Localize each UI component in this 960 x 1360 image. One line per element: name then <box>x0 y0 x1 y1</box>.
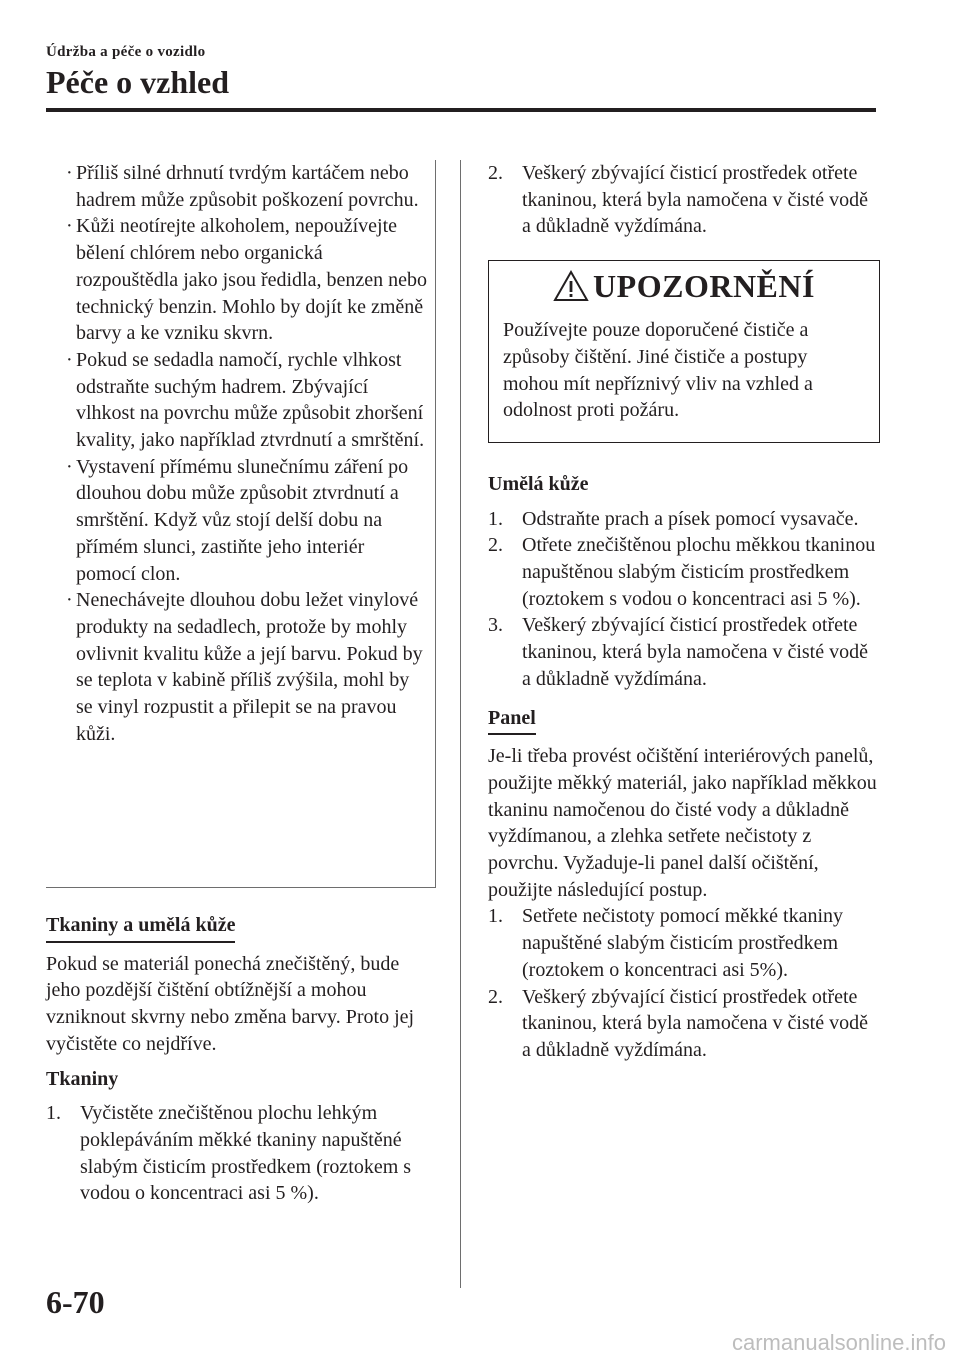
section-paragraph: Pokud se materiál ponechá znečištěný, bude jeho pozdější čištění obtížnější a mohou vzniknout skvrny nebo změna barvy. Proto jej vyčistěte co nejdříve. <box>46 952 415 1055</box>
step-item: 3. Veškerý zbývající čisticí prostředek otřete tkaninou, která byla namočena v čisté vodě a důkladně vyždímána. <box>488 614 868 690</box>
title-rule <box>46 108 876 112</box>
section-heading-panel: Panel <box>488 705 536 736</box>
bullet-item: · Pokud se sedadla namočí, rychle vlhkost odstraňte suchým hadrem. Zbývající vlhkost na povrchu může způsobit zhoršení kvality, jako například ztvrdnutí a smrštění. <box>66 348 425 452</box>
right-column <box>488 160 880 1064</box>
page-title: Péče o vzhled <box>46 64 230 100</box>
bullet-item: · Vystavení přímému slunečnímu záření po dlouhou dobu může způsobit ztvrdnutí a smrštění. Když vůz stojí delší dobu na přímém slunci, zastiňte jeho interiér pomocí clon. <box>66 455 409 585</box>
subheading-fabrics: Tkaniny <box>46 1067 119 1090</box>
watermark: carmanualsonline.info <box>731 1330 946 1355</box>
bullet-item: · Nenechávejte dlouhou dobu ležet vinylové produkty na sedadlech, protože by mohly ovlivnit kvalitu kůže a její barvu. Pokud by se teplota v kabině příliš zvýšila, mohl by se vinyl rozpustit a přilepit se na pravou kůži. <box>66 589 423 745</box>
section-heading-fabrics-leather: Tkaniny a umělá kůže <box>46 912 235 943</box>
page-number: 6-70 <box>46 1284 105 1320</box>
bullet-item: · Kůži neotírejte alkoholem, nepoužívejte bělení chlórem nebo organická rozpouštědla jako jsou ředidla, benzen nebo technický benzin. Mohlo by dojít ke změně barvy a ke vzniku skvrn. <box>66 215 427 345</box>
step-item: 1. Vyčistěte znečištěnou plochu lehkým poklepáváním měkké tkaniny napuštěné slabým čisticím prostředkem (roztokem s vodou o koncentraci asi 5 %). <box>46 1102 412 1205</box>
panel-paragraph: Je-li třeba provést očištění interiérových panelů, použijte měkký materiál, jako například měkkou tkaninu namočenou do čisté vody a důkladně vyždímanou, a zlehka setřete nečistoty z povrchu. Vyžaduje-li panel další očištění, použijte následující postup. <box>488 745 877 901</box>
bullet-item: · Příliš silné drhnutí tvrdým kartáčem nebo hadrem může způsobit poškození povrchu. <box>66 162 419 211</box>
subheading-artificial-leather: Umělá kůže <box>488 472 589 495</box>
step-item: 1. Setřete nečistoty pomocí měkké tkaniny napuštěné slabým čisticím prostředkem (roztokem o koncentraci asi 5%). <box>488 905 844 981</box>
bullet-box <box>46 160 436 888</box>
step-item: 1. Odstraňte prach a písek pomocí vysavače. <box>488 507 859 530</box>
caution-box <box>488 260 880 443</box>
section-label: Údržba a péče o vozidlo <box>46 44 206 60</box>
caution-heading: UPOZORNĚNÍ <box>489 261 879 311</box>
left-column <box>46 160 436 1207</box>
caution-text: Používejte pouze doporučené čističe a způsoby čištění. Jiné čističe a postupy mohou mít nepříznivý vliv na vzhled a odolnost proti požáru. <box>503 319 813 422</box>
step-item: 2. Veškerý zbývající čisticí prostředek otřete tkaninou, která byla namočena v čisté vodě a důkladně vyždímána. <box>488 985 868 1061</box>
step-item: 2. Otřete znečištěnou plochu měkkou tkaninou napuštěnou slabým čisticím prostředkem (roztokem s vodou o koncentraci asi 5 %). <box>488 534 876 610</box>
warning-triangle-icon <box>553 270 589 302</box>
step-item: 2. Veškerý zbývající čisticí prostředek otřete tkaninou, která byla namočena v čisté vodě a důkladně vyždímána. <box>488 162 868 238</box>
column-divider <box>460 160 461 1288</box>
